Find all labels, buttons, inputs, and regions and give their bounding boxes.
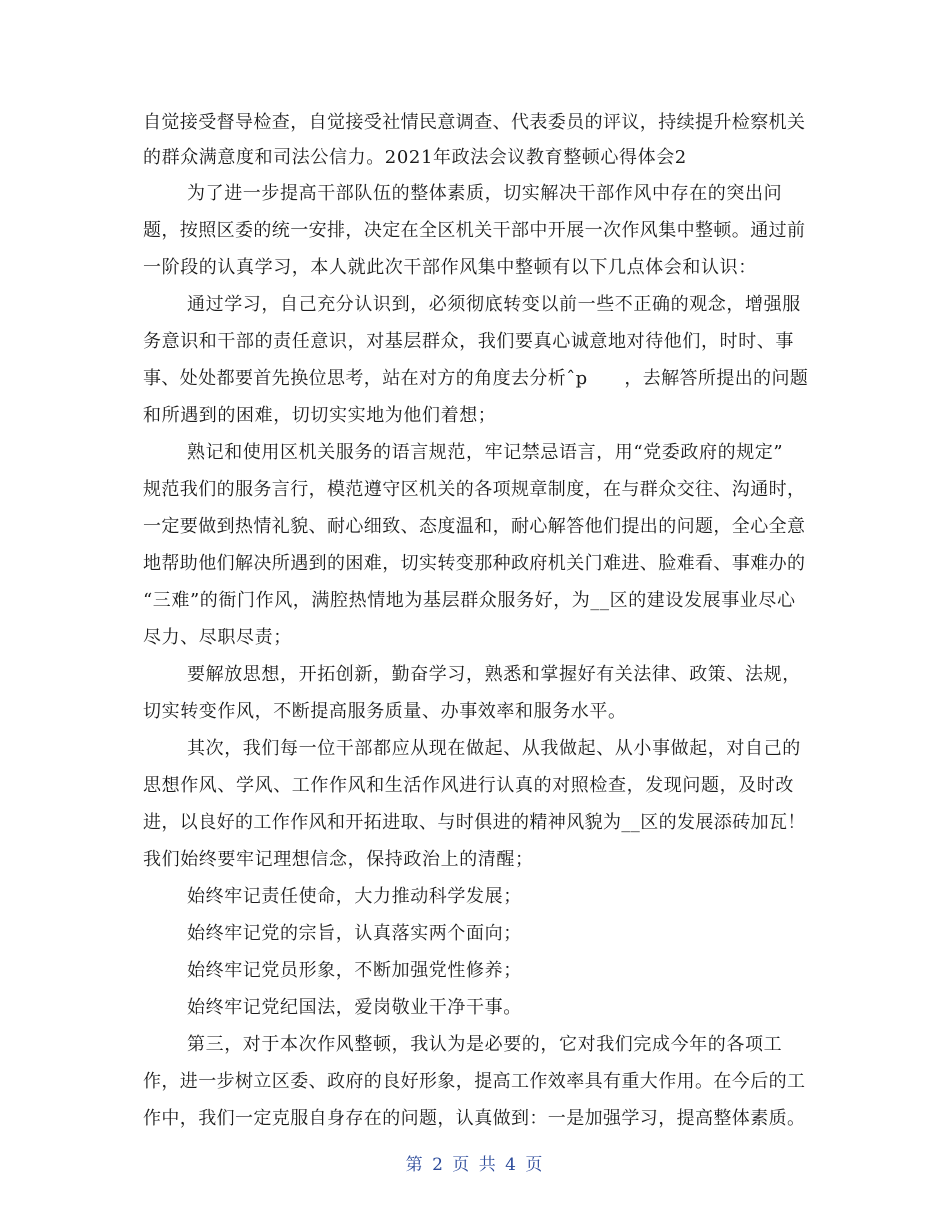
text-line: 始终牢记党的宗旨，认真落实两个面向； [187, 923, 522, 944]
text-line: 事、处处都要首先换位思考，站在对方的角度去分析ˆp ，去解答所提出的问题 [143, 368, 809, 389]
text-line: 始终牢记党员形象，不断加强党性修养； [187, 960, 522, 981]
text-line: 题，按照区委的统一安排，决定在全区机关干部中开展一次作风集中整顿。通过前 [143, 220, 806, 241]
text-line: 为了进一步提高干部队伍的整体素质，切实解决干部作风中存在的突出问 [187, 183, 783, 204]
page-number-footer: 第 2 页 共 4 页 [405, 1155, 545, 1175]
text-line: 切实转变作风，不断提高服务质量、办事效率和服务水平。 [143, 701, 627, 722]
text-line: “三难”的衙门作风，满腔热情地为基层群众服务好，为__区的建设发展事业尽心 [143, 590, 796, 611]
text-line: 要解放思想，开拓创新，勤奋学习，熟悉和掌握好有关法律、政策、法规， [187, 664, 801, 685]
text-line: 其次，我们每一位干部都应从现在做起、从我做起、从小事做起，对自己的 [187, 738, 801, 759]
text-line: 自觉接受督导检查，自觉接受社情民意调查、代表委员的评议，持续提升检察机关 [143, 112, 806, 133]
text-line: 通过学习，自己充分认识到，必须彻底转变以前一些不正确的观念，增强服 [187, 294, 801, 315]
text-line: 作，进一步树立区委、政府的良好形象，提高工作效率具有重大作用。在今后的工 [143, 1071, 806, 1092]
text-line: 和所遇到的困难，切切实实地为他们着想； [143, 405, 497, 426]
text-line: 熟记和使用区机关服务的语言规范，牢记禁忌语言，用“党委政府的规定” [187, 442, 784, 463]
text-line: 一定要做到热情礼貌、耐心细致、态度温和，耐心解答他们提出的问题，全心全意 [143, 516, 806, 537]
text-line: 的群众满意度和司法公信力。2021年政法会议教育整顿心得体会2 [143, 147, 687, 168]
text-line: 第三，对于本次作风整顿，我认为是必要的，它对我们完成今年的各项工 [187, 1034, 783, 1055]
text-line: 规范我们的服务言行，模范遵守区机关的各项规章制度，在与群众交往、沟通时， [143, 479, 806, 500]
text-line: 始终牢记党纪国法，爱岗敬业干净干事。 [187, 997, 522, 1018]
text-line: 始终牢记责任使命，大力推动科学发展； [187, 886, 522, 907]
text-line: 地帮助他们解决所遇到的困难，切实转变那种政府机关门难进、脸难看、事难办的 [143, 553, 806, 574]
text-line: 尽力、尽职尽责； [143, 627, 292, 648]
text-line: 一阶段的认真学习，本人就此次干部作风集中整顿有以下几点体会和认识： [143, 257, 757, 278]
text-line: 我们始终要牢记理想信念，保持政治上的清醒； [143, 849, 534, 870]
text-line: 务意识和干部的责任意识，对基层群众，我们要真心诚意地对待他们，时时、事 [143, 331, 794, 352]
text-line: 思想作风、学风、工作作风和生活作风进行认真的对照检查，发现问题，及时改 [143, 775, 794, 796]
text-line: 作中，我们一定克服自身存在的问题，认真做到：一是加强学习，提高整体素质。 [143, 1108, 806, 1129]
text-line: 进，以良好的工作作风和开拓进取、与时俱进的精神风貌为__区的发展添砖加瓦！ [143, 812, 806, 833]
